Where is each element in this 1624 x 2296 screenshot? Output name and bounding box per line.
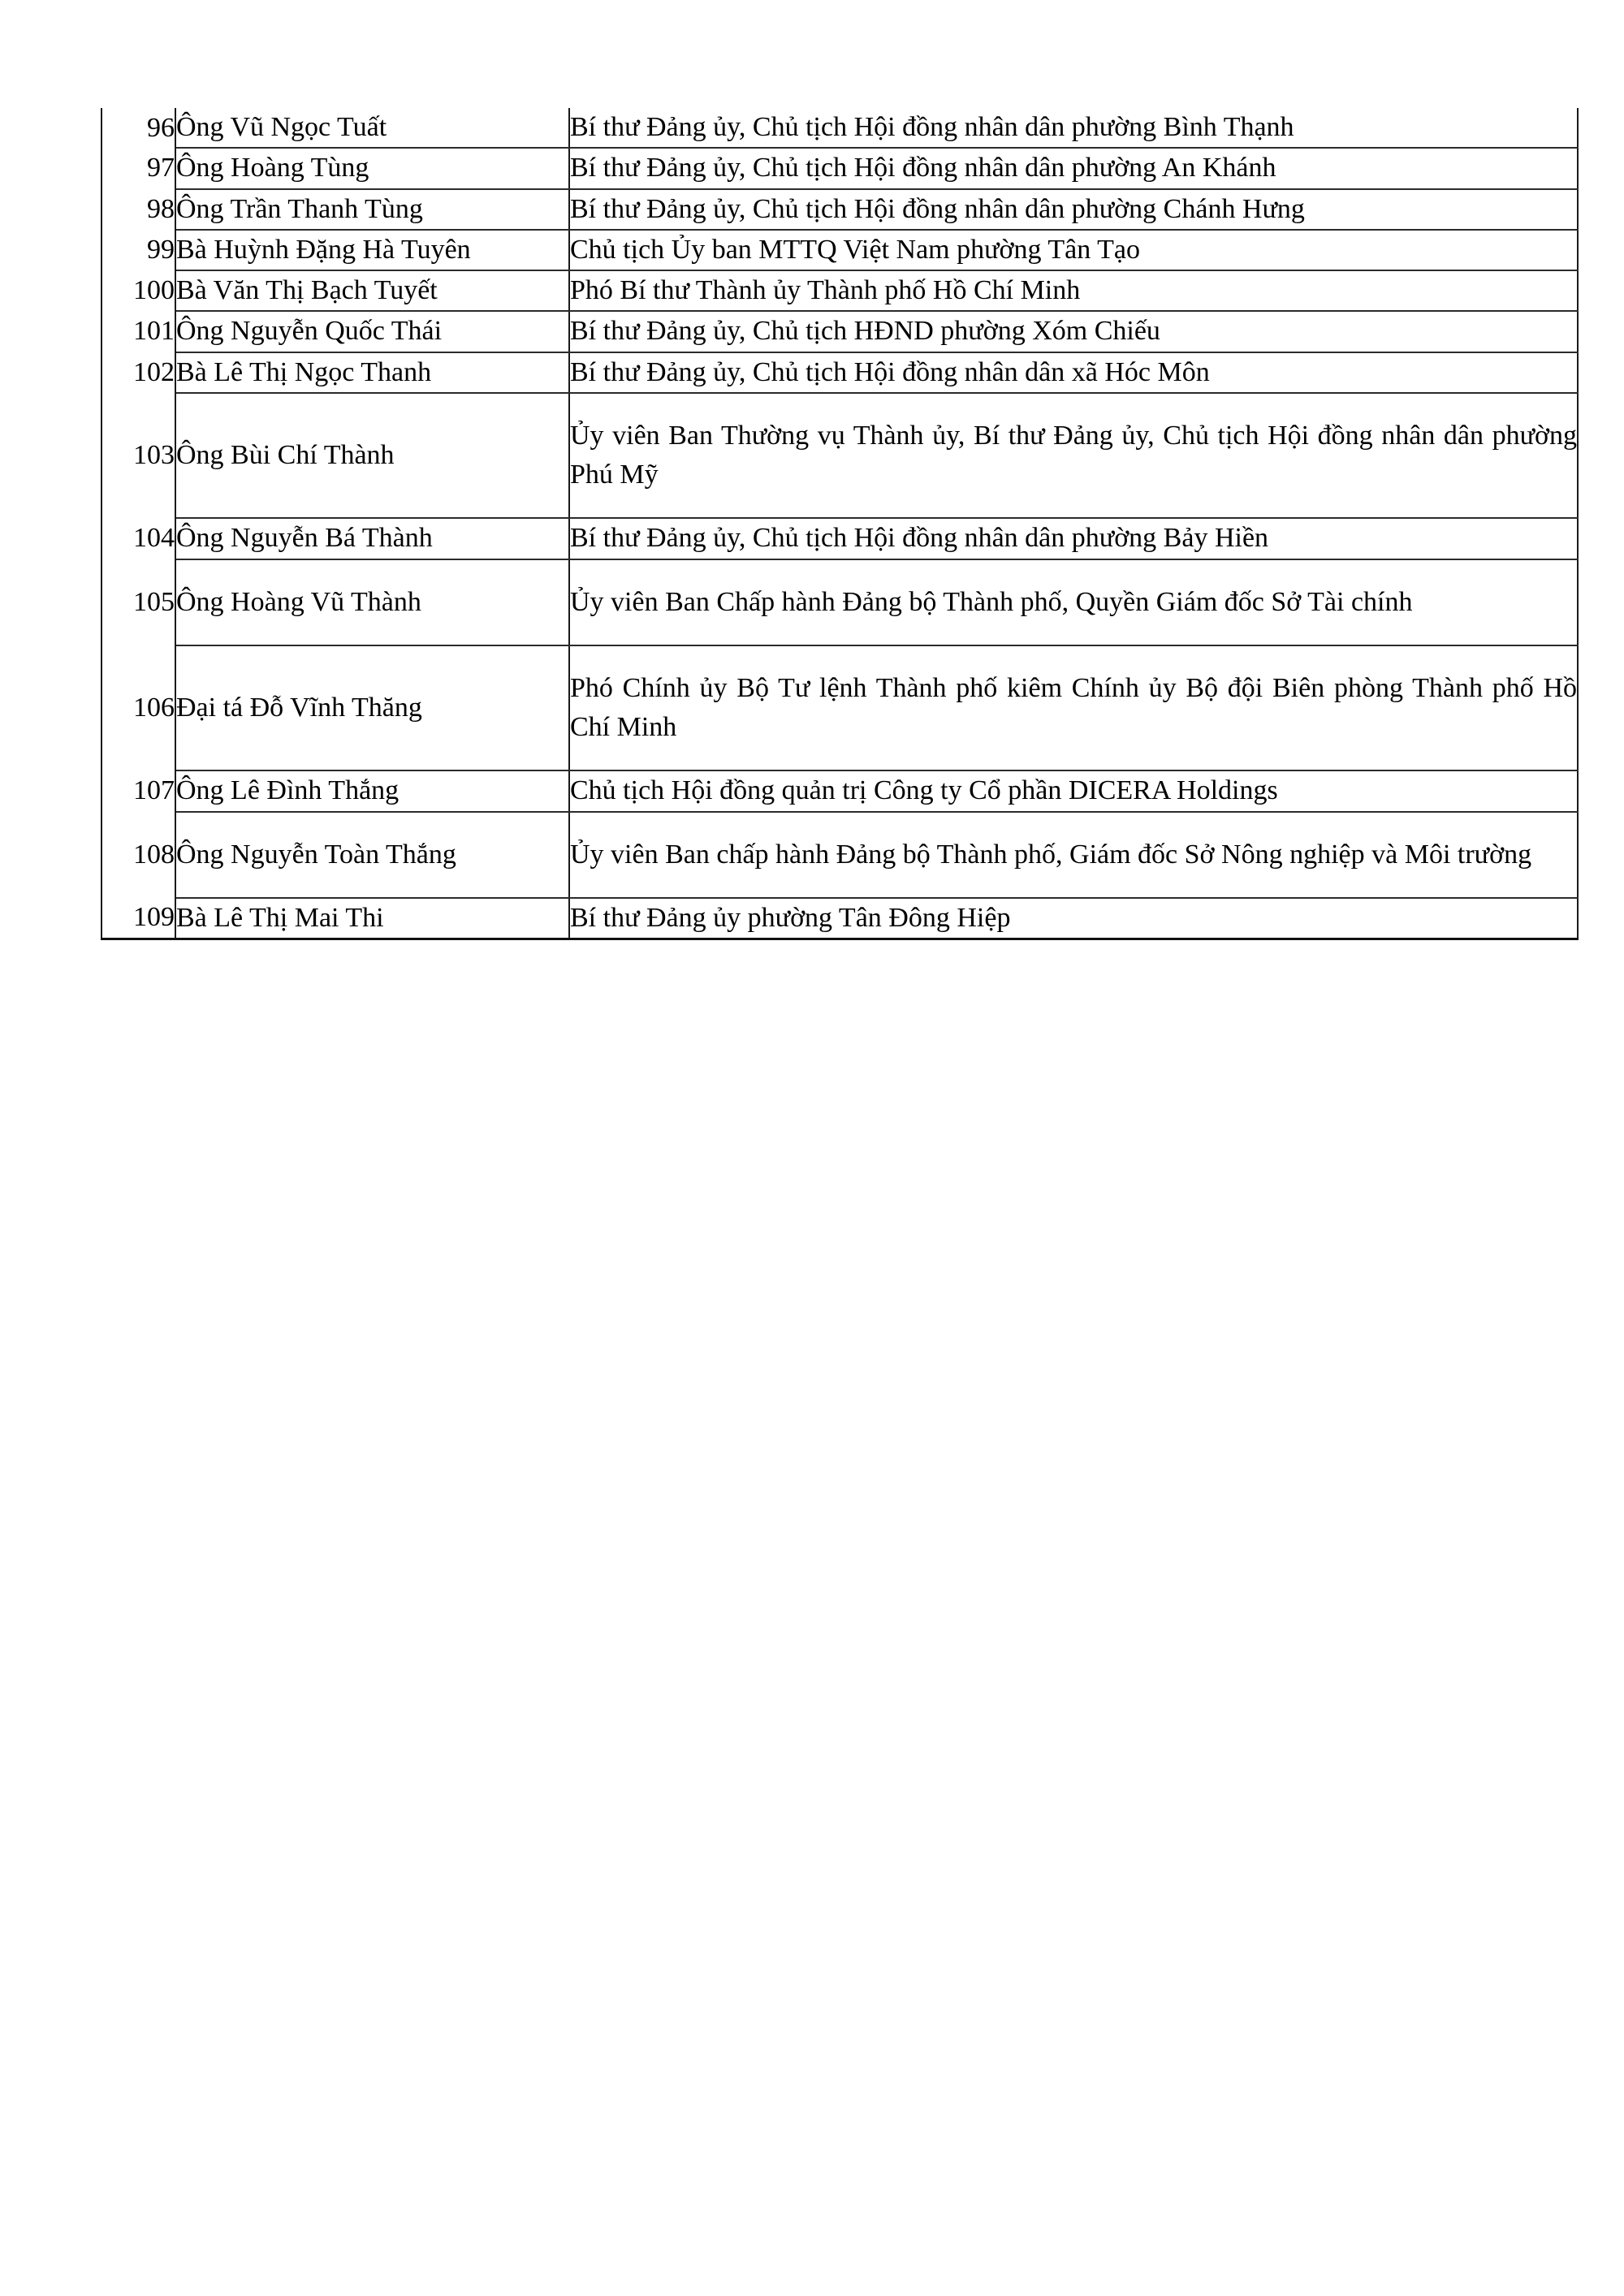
position-text: Bí thư Đảng ủy, Chủ tịch Hội đồng nhân dân phường Bảy Hiền bbox=[570, 523, 1269, 554]
table-row bbox=[102, 898, 1578, 939]
person-name-cell bbox=[175, 108, 569, 148]
table-row bbox=[102, 812, 1578, 898]
position-text: Bí thư Đảng ủy, Chủ tịch HĐND phường Xóm Chiếu bbox=[570, 316, 1160, 347]
position-cell bbox=[569, 559, 1578, 645]
person-name-text: Ông Bùi Chí Thành bbox=[176, 439, 395, 470]
row-index-cell bbox=[102, 148, 175, 188]
row-index-text: 98 bbox=[147, 193, 175, 224]
row-index-cell bbox=[102, 898, 175, 939]
row-index-cell bbox=[102, 559, 175, 645]
row-index-text: 101 bbox=[133, 316, 175, 347]
position-text: Ủy viên Ban chấp hành Đảng bộ Thành phố, Giám đốc Sở Nông nghiệp và Môi trường bbox=[570, 839, 1532, 870]
position-text: Chủ tịch Hội đồng quản trị Công ty Cổ phần DICERA Holdings bbox=[570, 775, 1278, 806]
person-name-cell bbox=[175, 393, 569, 519]
person-name-cell bbox=[175, 559, 569, 645]
row-index-cell bbox=[102, 189, 175, 230]
person-name-text: Bà Lê Thị Mai Thi bbox=[176, 902, 384, 933]
table-row bbox=[102, 148, 1578, 188]
person-name-cell bbox=[175, 148, 569, 188]
position-text: Ủy viên Ban Chấp hành Đảng bộ Thành phố, Quyền Giám đốc Sở Tài chính bbox=[570, 586, 1413, 617]
row-index-text: 96 bbox=[147, 112, 175, 143]
row-index-cell bbox=[102, 352, 175, 393]
person-name-cell bbox=[175, 230, 569, 270]
person-name-text: Ông Trần Thanh Tùng bbox=[176, 193, 423, 224]
position-text: Phó Bí thư Thành ủy Thành phố Hồ Chí Minh bbox=[570, 275, 1081, 306]
person-name-cell bbox=[175, 518, 569, 559]
person-name-cell bbox=[175, 645, 569, 771]
position-cell bbox=[569, 352, 1578, 393]
position-text: Bí thư Đảng ủy, Chủ tịch Hội đồng nhân dân xã Hóc Môn bbox=[570, 356, 1210, 387]
table-row bbox=[102, 189, 1578, 230]
table-row bbox=[102, 270, 1578, 311]
position-text: Phó Chính ủy Bộ Tư lệnh Thành phố kiêm Chính ủy Bộ đội Biên phòng Thành phố Hồ Chí Minh bbox=[570, 672, 1577, 743]
table-row bbox=[102, 352, 1578, 393]
row-index-text: 106 bbox=[133, 693, 175, 723]
person-name-cell bbox=[175, 770, 569, 811]
position-cell bbox=[569, 311, 1578, 352]
person-name-cell bbox=[175, 189, 569, 230]
row-index-text: 100 bbox=[133, 275, 175, 306]
table-row bbox=[102, 230, 1578, 270]
row-index-text: 107 bbox=[133, 775, 175, 806]
position-text: Bí thư Đảng ủy phường Tân Đông Hiệp bbox=[570, 902, 1011, 933]
person-name-cell bbox=[175, 352, 569, 393]
person-name-text: Ông Vũ Ngọc Tuất bbox=[176, 112, 387, 142]
position-cell bbox=[569, 230, 1578, 270]
position-text: Chủ tịch Ủy ban MTTQ Việt Nam phường Tân Tạo bbox=[570, 234, 1140, 265]
person-name-text: Bà Văn Thị Bạch Tuyết bbox=[176, 275, 438, 306]
person-name-cell bbox=[175, 898, 569, 939]
person-name-text: Ông Nguyễn Bá Thành bbox=[176, 523, 433, 554]
row-index-cell bbox=[102, 770, 175, 811]
position-cell bbox=[569, 148, 1578, 188]
table-row bbox=[102, 393, 1578, 519]
position-cell bbox=[569, 645, 1578, 771]
position-text: Ủy viên Ban Thường vụ Thành ủy, Bí thư Đảng ủy, Chủ tịch Hội đồng nhân dân phường Phú Mỹ bbox=[570, 420, 1577, 490]
person-name-cell bbox=[175, 270, 569, 311]
row-index-text: 108 bbox=[133, 839, 175, 870]
table-row bbox=[102, 559, 1578, 645]
position-text: Bí thư Đảng ủy, Chủ tịch Hội đồng nhân dân phường Chánh Hưng bbox=[570, 193, 1305, 224]
row-index-cell bbox=[102, 812, 175, 898]
table-row bbox=[102, 311, 1578, 352]
person-name-cell bbox=[175, 311, 569, 352]
position-cell bbox=[569, 518, 1578, 559]
row-index-text: 97 bbox=[147, 153, 175, 183]
row-index-cell bbox=[102, 518, 175, 559]
person-name-text: Ông Hoàng Tùng bbox=[176, 153, 369, 183]
row-index-cell bbox=[102, 393, 175, 519]
table-row bbox=[102, 770, 1578, 811]
person-name-text: Ông Lê Đình Thắng bbox=[176, 775, 400, 806]
row-index-cell bbox=[102, 270, 175, 311]
row-index-cell bbox=[102, 311, 175, 352]
row-index-cell bbox=[102, 230, 175, 270]
position-cell bbox=[569, 108, 1578, 148]
person-name-text: Đại tá Đỗ Vĩnh Thăng bbox=[176, 693, 422, 723]
position-cell bbox=[569, 393, 1578, 519]
position-cell bbox=[569, 189, 1578, 230]
row-index-text: 109 bbox=[133, 902, 175, 933]
row-index-text: 99 bbox=[147, 234, 175, 265]
position-cell bbox=[569, 898, 1578, 939]
row-index-text: 102 bbox=[133, 356, 175, 387]
position-cell bbox=[569, 770, 1578, 811]
person-name-text: Bà Huỳnh Đặng Hà Tuyên bbox=[176, 234, 471, 265]
listing-table-container bbox=[101, 108, 1579, 940]
row-index-cell bbox=[102, 645, 175, 771]
row-index-cell bbox=[102, 108, 175, 148]
table-row bbox=[102, 108, 1578, 148]
person-name-text: Ông Nguyễn Quốc Thái bbox=[176, 316, 443, 347]
position-cell bbox=[569, 812, 1578, 898]
position-text: Bí thư Đảng ủy, Chủ tịch Hội đồng nhân dân phường Bình Thạnh bbox=[570, 112, 1294, 142]
listing-table bbox=[101, 108, 1579, 940]
person-name-text: Ông Nguyễn Toàn Thắng bbox=[176, 839, 456, 870]
listing-table-body bbox=[102, 108, 1578, 939]
position-text: Bí thư Đảng ủy, Chủ tịch Hội đồng nhân dân phường An Khánh bbox=[570, 153, 1276, 183]
position-cell bbox=[569, 270, 1578, 311]
person-name-text: Ông Hoàng Vũ Thành bbox=[176, 586, 421, 617]
person-name-cell bbox=[175, 812, 569, 898]
row-index-text: 103 bbox=[133, 439, 175, 470]
row-index-text: 104 bbox=[133, 523, 175, 554]
row-index-text: 105 bbox=[133, 586, 175, 617]
person-name-text: Bà Lê Thị Ngọc Thanh bbox=[176, 356, 432, 387]
table-row bbox=[102, 518, 1578, 559]
table-row bbox=[102, 645, 1578, 771]
